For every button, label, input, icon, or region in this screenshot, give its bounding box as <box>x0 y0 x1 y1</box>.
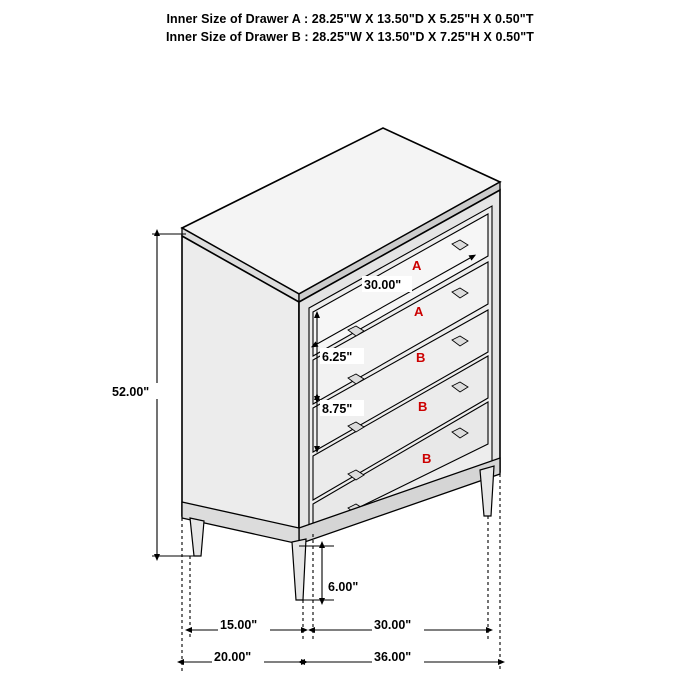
drawer-label-4: B <box>418 399 428 414</box>
dim-label-overall-height: 52.00" <box>112 385 150 399</box>
drawer-label-3: B <box>416 350 426 365</box>
dim-label-side-depth-top: 15.00" <box>220 618 258 632</box>
drawer-label-2: A <box>414 304 424 319</box>
leg-front-right <box>480 466 494 516</box>
drawer-label-5: B <box>422 451 432 466</box>
dim-label-drawer-a-height: 6.25" <box>322 350 353 364</box>
header-note-drawer-b: Inner Size of Drawer B : 28.25"W X 13.50"D X 7.25"H X 0.50"T <box>165 30 535 44</box>
dim-label-front-width-bottom: 36.00" <box>374 650 412 664</box>
leg-front-left <box>190 518 204 556</box>
leg-front-center <box>292 539 306 600</box>
header-note-drawer-a: Inner Size of Drawer A : 28.25"W X 13.50"D X 5.25"H X 0.50"T <box>166 12 534 26</box>
dim-label-leg-height: 6.00" <box>328 580 359 594</box>
dim-label-drawer-b-height: 8.75" <box>322 402 353 416</box>
dim-label-drawer-front-width: 30.00" <box>364 278 402 292</box>
dim-label-side-depth-bottom: 20.00" <box>214 650 252 664</box>
dim-label-front-width-top: 30.00" <box>374 618 412 632</box>
drawer-label-1: A <box>412 258 422 273</box>
